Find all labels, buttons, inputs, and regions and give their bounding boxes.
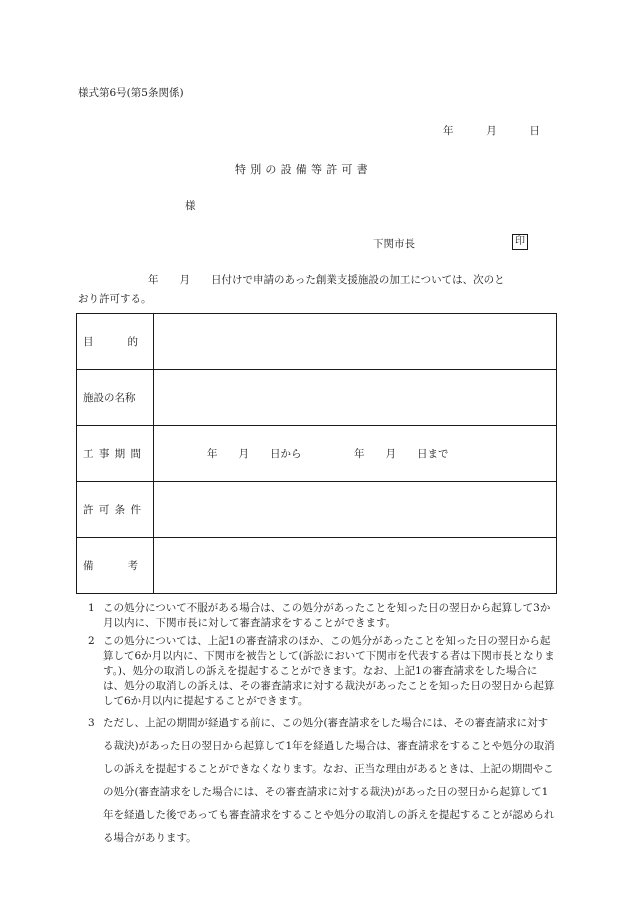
note-item xyxy=(88,712,558,850)
intro-text-line1: 年 月 日付けで申請のあった創業支援施設の加工については、次のと xyxy=(148,274,505,286)
table-row xyxy=(77,370,557,426)
row-label xyxy=(77,314,154,370)
form-number: 様式第6号(第5条関係) xyxy=(78,87,184,99)
addressee-suffix: 様 xyxy=(185,200,196,212)
label-purpose: 目 的 xyxy=(83,336,138,348)
table-row xyxy=(77,482,557,538)
note-item xyxy=(88,634,558,709)
note-text: ただし、上記の期間が経過する前に、この処分(審査請求をした場合には、その審査請求に対する裁決)があった日の翌日から起算して1年を経過した場合は、審査請求をすることや処分の取消しの訴えを提起することができなくなります。なお、正当な理由があるときは、上記の期間やこの処分(審査請求をした場合には、その審査請求に対する裁決)があった日の翌日から起算して1年を経過した後であっても審査請求をすることや処分の取消しの訴えを提起することが認められる場合があります。 xyxy=(103,717,555,844)
date-month: 月 xyxy=(486,125,497,137)
note-text: この処分について不服がある場合は、この処分があったことを知った日の翌日から起算して3か月以内に、下関市長に対して審査請求をすることができます。 xyxy=(103,602,551,629)
purpose-field[interactable] xyxy=(154,314,557,370)
note-number: 2 xyxy=(88,635,95,647)
row-label xyxy=(77,482,154,538)
table-row xyxy=(77,314,557,370)
construction-period-field[interactable] xyxy=(154,426,557,482)
label-construction-period: 工 事 期 間 xyxy=(83,448,141,460)
row-label xyxy=(77,426,154,482)
appeal-notes xyxy=(88,601,558,853)
date-year: 年 xyxy=(443,125,454,137)
table-row xyxy=(77,426,557,482)
facility-name-field[interactable] xyxy=(154,370,557,426)
permit-form-table xyxy=(76,313,557,594)
period-value: 年 月 日から 年 月 日まで xyxy=(207,448,449,460)
table-row xyxy=(77,538,557,594)
date-day: 日 xyxy=(529,125,540,137)
intro-text-line2: おり許可する。 xyxy=(78,293,152,305)
document-title: 特別の設備等許可書 xyxy=(235,163,372,176)
row-label xyxy=(77,538,154,594)
issue-date xyxy=(443,123,540,138)
note-text: この処分については、上記1の審査請求のほか、この処分があったことを知った日の翌日から起算して6か月以内に、下関市を被告として(訴訟において下関市を代表する者は下関市長となります。)、処分の取消しの訴えを提起することができます。なお、上記1の審査請求をした場合には、処分の取消しの訴えは、その審査請求に対する裁決があったことを知った日の翌日から起算して6か月以内に提起することができます。 xyxy=(103,635,555,707)
remarks-field[interactable] xyxy=(154,538,557,594)
label-remarks: 備 考 xyxy=(83,560,138,572)
permit-conditions-field[interactable] xyxy=(154,482,557,538)
seal-mark: 印 xyxy=(512,234,528,250)
note-number: 1 xyxy=(88,602,95,614)
note-item xyxy=(88,601,558,631)
note-number: 3 xyxy=(88,717,95,729)
row-label: 施設の名称 xyxy=(77,370,154,426)
label-permit-conditions: 許 可 条 件 xyxy=(83,504,141,516)
issuer-name: 下関市長 xyxy=(373,238,415,250)
